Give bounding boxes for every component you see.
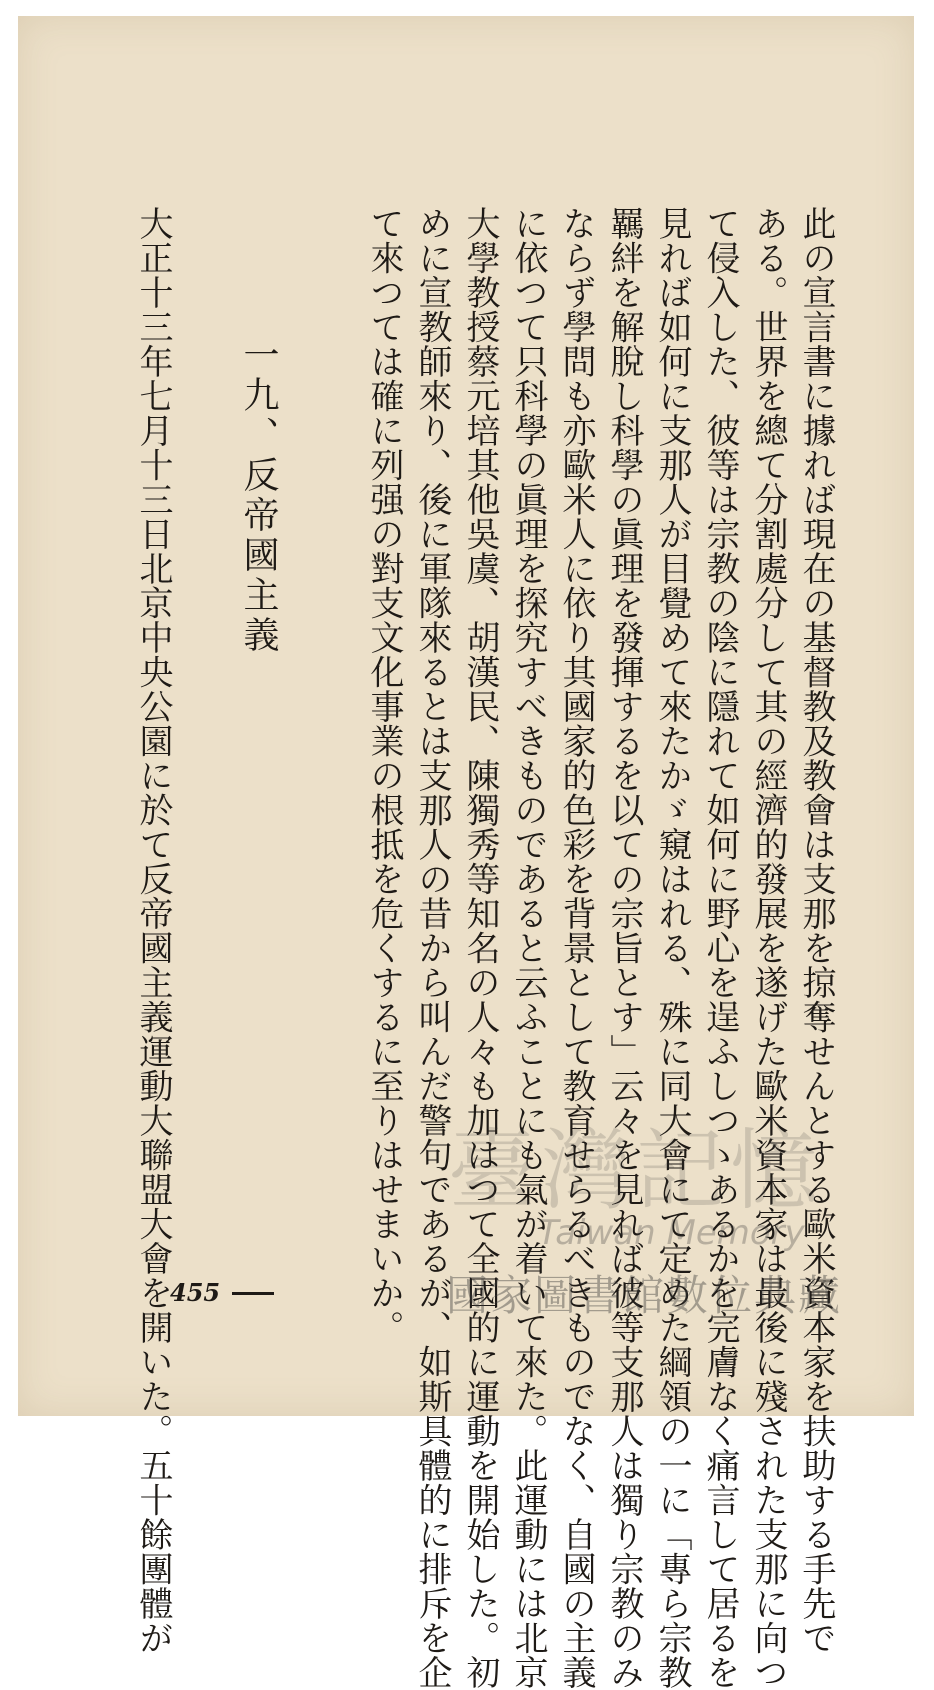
body-column-3: て侵入した、彼等は宗教の陰に隱れて如何に野心を逞ふしつゝあるかを完膚なく痛言して居るを [700,206,740,1690]
document-page [18,16,914,1690]
watermark-title: 臺灣記憶 [448,1119,825,1222]
body-column-1: 此の宣言書に據れば現在の基督教及教會は支那を掠奪せんとする歐米資本家を扶助する手先で [796,206,836,1655]
body-column-6: ならず學問も亦歐米人に依り其國家的色彩を背景として教育せらるべきものでなく、自國の主義 [556,206,596,1690]
body-column-2: ある。世界を總て分割處分して其の經濟的發展を遂げた歐米資本家は最後に殘された支那に向つ [748,206,788,1690]
body-column-4: 見れば如何に支那人が目覺めて來たかゞ窺はれる、殊に同大會にて定めた綱領の一に「專ら宗教 [652,206,692,1690]
body-column-10: て來つては確に列强の對支文化事業の根抵を危くするに至りはせまいか。 [364,206,404,1345]
body-column-7: に依つて只科學の眞理を探究すべきものであると云ふことにも氣が着いて來た。此運動には北京 [508,206,548,1690]
watermark-subtitle: 國家圖書館數位典藏 [446,1271,843,1320]
section-first-column: 大正十三年七月十三日北京中央公園に於て反帝國主義運動大聯盟大會を開いた。五十餘團體が [133,206,173,1655]
body-column-8: 大學教授蔡元培其他吳虞、胡漢民、陳獨秀等知名の人々も加はつて全國的に運動を開始した。初 [460,206,500,1690]
body-column-9: めに宣教師來り、後に軍隊來るとは支那人の昔から叫んだ警句であるが、如斯具體的に排斥を企 [412,206,452,1690]
page-number: 455 [170,1278,221,1307]
watermark-english: Taiwan Memory [538,1213,805,1253]
body-column-5: 羈絆を解脫し科學の眞理を發揮するを以ての宗旨とす」云々を見れば彼等支那人は獨り宗教のみ [604,206,644,1690]
section-heading: 一九、反帝國主義 [238,336,279,656]
page-number-dash [232,1292,274,1295]
